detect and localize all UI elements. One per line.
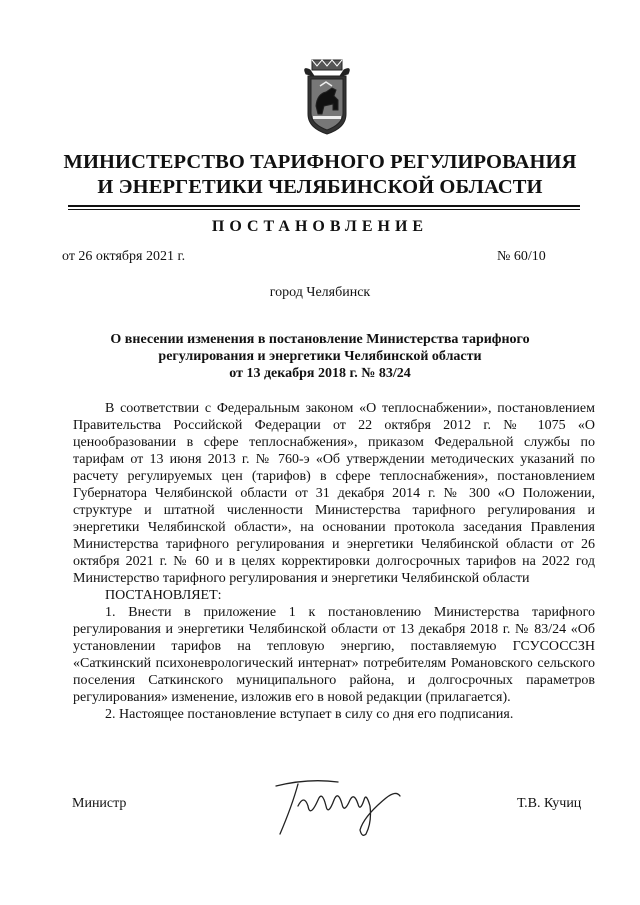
signatory-position: Министр: [72, 796, 127, 811]
ministry-name-line2: И ЭНЕРГЕТИКИ ЧЕЛЯБИНСКОЙ ОБЛАСТИ: [97, 176, 543, 198]
document-city: город Челябинск: [269, 285, 371, 300]
subject-line-1: О внесении изменения в постановление Министерства тарифного: [110, 332, 530, 347]
resolves-heading: ПОСТАНОВЛЯЕТ:: [105, 588, 222, 603]
handwritten-signature: [268, 776, 418, 840]
header-divider: [68, 205, 580, 207]
subject-line-2: регулирования и энергетики Челябинской области: [158, 349, 482, 364]
header-divider-thin: [68, 209, 580, 210]
document-date: от 26 октября 2021 г.: [62, 249, 186, 264]
subject-line-3: от 13 декабря 2018 г. № 83/24: [229, 366, 411, 381]
document-number: № 60/10: [497, 249, 546, 264]
document-subject: [0, 331, 640, 382]
item-1-paragraph: 1. Внести в приложение 1 к постановлению Министерства тарифного регулирования и энергетики Челябинской области от 13 декабря 2018 г. № 83/24 «Об установлении тарифов на тепловую энергию, поставляемую ГСУСОССЗН «Саткинский психоневрологический интернат» потребителям Романовского сельского поселения Саткинского муниципального района, и долгосрочных параметров регулирования» изменение, изложив его в новой редакции (прилагается).: [73, 605, 595, 705]
document-title: ПОСТАНОВЛЕНИЕ: [211, 218, 429, 235]
item-2-paragraph: 2. Настоящее постановление вступает в силу со дня его подписания.: [105, 707, 514, 722]
signatory-name: Т.В. Кучиц: [517, 796, 582, 811]
ministry-name-line1: МИНИСТЕРСТВО ТАРИФНОГО РЕГУЛИРОВАНИЯ: [63, 151, 577, 173]
document-body: [73, 400, 595, 723]
preamble-paragraph: В соответствии с Федеральным законом «О теплоснабжении», постановлением Правительства Российской Федерации от 22 октября 2012 г. № 1075 «О ценообразовании в сфере теплоснабжения», приказом Федеральной службы по тарифам от 13 июня 2013 г. № 760-э «Об утверждении методических указаний по расчету регулируемых цен (тарифов) в сфере теплоснабжения», постановлением Губернатора Челябинской области от 31 декабря 2014 г. № 300 «О Положении, структуре и штатной численности Министерства тарифного регулирования и энергетики Челябинской области», на основании протокола заседания Правления Министерства тарифного регулирования и энергетики Челябинской области от 26 октября 2021 г. № 60 и в целях корректировки долгосрочных тарифов на 2022 год Министерство тарифного регулирования и энергетики Челябинской области: [73, 401, 595, 586]
coat-of-arms-icon: [302, 58, 352, 136]
